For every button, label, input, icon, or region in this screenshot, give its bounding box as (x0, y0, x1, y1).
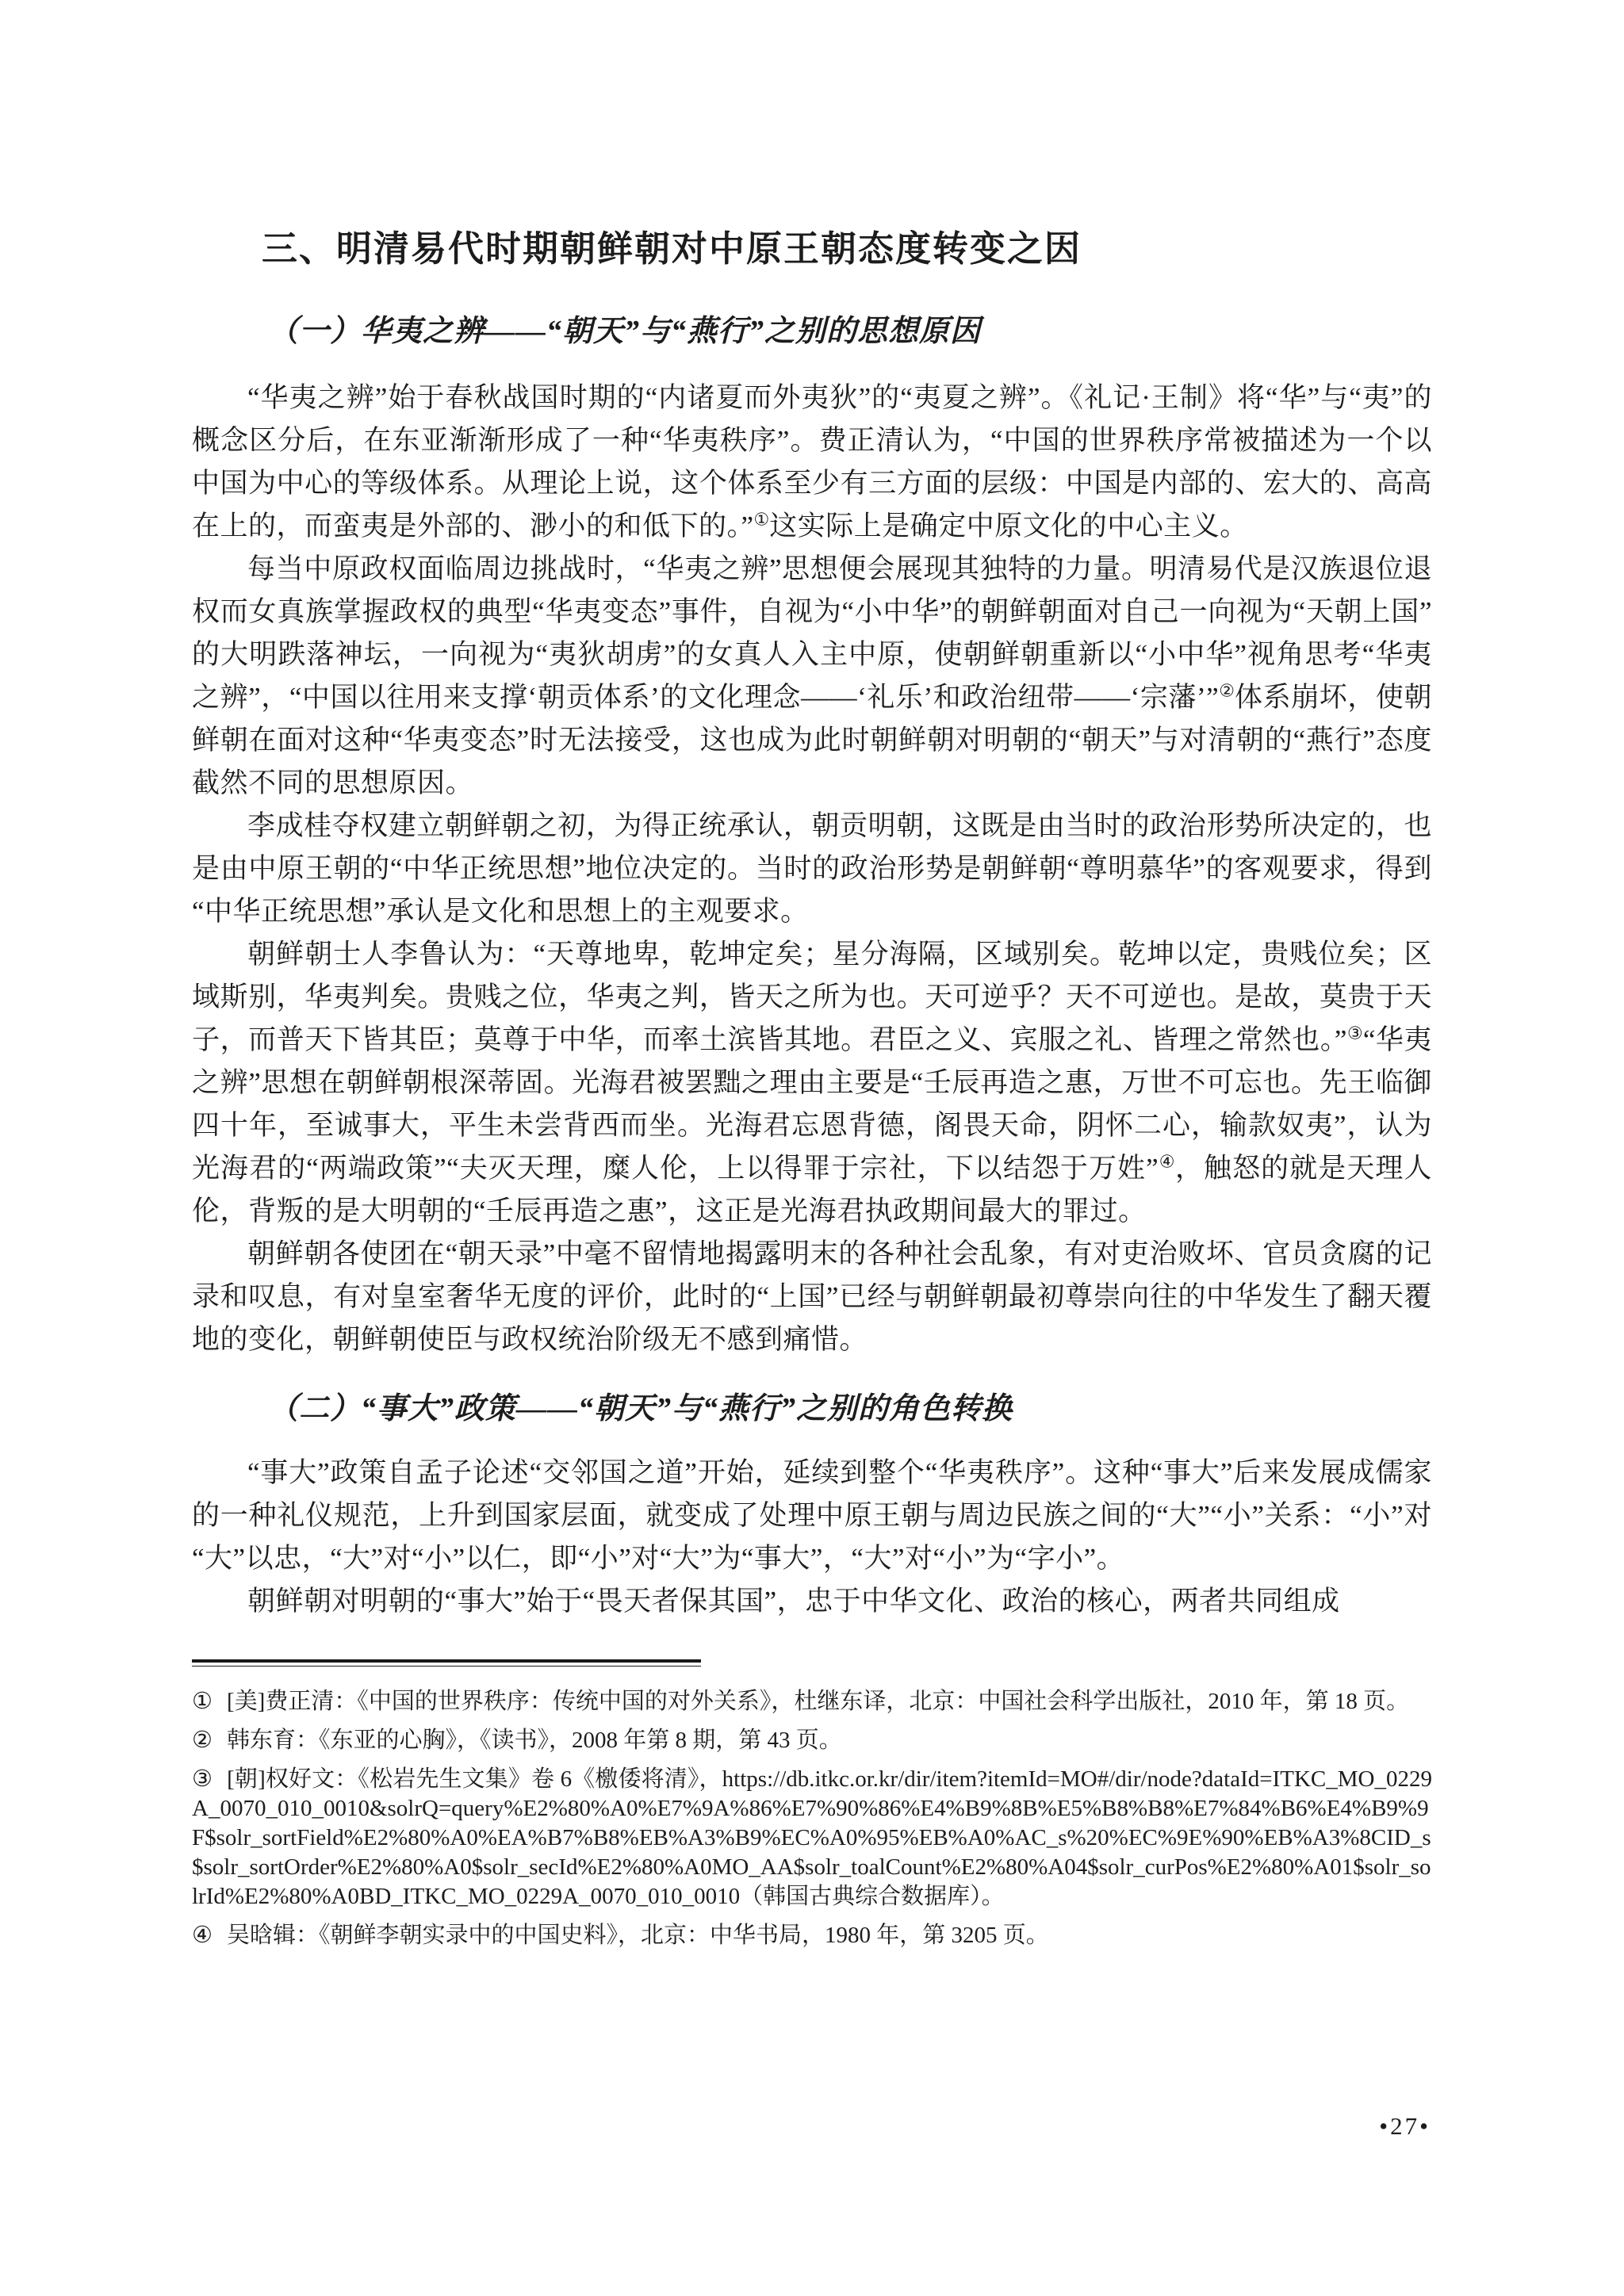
footnote-ref-1: ① (753, 509, 770, 530)
footnote-separator-rule (192, 1659, 701, 1667)
paragraph (192, 548, 1432, 805)
footnote-item (192, 1687, 1432, 1716)
paragraph-text: 每当中原政权面临周边挑战时，“华夷之辨”思想便会展现其独特的力量。明清易代是汉族退位退权而女真族掌握政权的典型“华夷变态”事件，自视为“小中华”的朝鲜朝面对自己一向视为“天朝上国”的大明跌落神坛，一向视为“夷狄胡虏”的女真人入主中原，使朝鲜朝重新以“小中华”视角思考“华夷之辨”，“中国以往用来支撑‘朝贡体系’的文化理念——‘礼乐’和政治纽带——‘宗藩’” (192, 553, 1432, 714)
paragraph (192, 1452, 1432, 1580)
footnote-ref-3: ③ (1346, 1023, 1363, 1043)
footnote-item (192, 1921, 1432, 1950)
section-heading: 三、明清易代时期朝鲜朝对中原王朝态度转变之因 (262, 228, 1082, 269)
paragraph-text: 李成桂夺权建立朝鲜朝之初，为得正统承认，朝贡明朝，这既是由当时的政治形势所决定的，也是由中原王朝的“中华正统思想”地位决定的。当时的政治形势是朝鲜朝“尊明慕华”的客观要求，得到“中华正统思想”承认是文化和思想上的主观要求。 (192, 810, 1432, 928)
paragraph (192, 1233, 1432, 1361)
footnote-ref-2: ② (1219, 680, 1235, 701)
footnote-marker: ③ (192, 1766, 213, 1792)
footnote-text: 韩东育：《东亚的心胸》，《读书》，2008 年第 8 期，第 43 页。 (227, 1727, 842, 1753)
footnote-text: [朝]权好文：《松岩先生文集》卷 6《檄倭将清》，https://db.itkc.or.kr/dir/item?itemId=MO#/dir/node?dataId=ITKC_MO_0229A_0070_010_0010&solrQ=query%E2%80%A0%E7%9A%86%E7%90%86%E4%B9%8B%E5%B8%B8%E7%84%B6%E4%B9%9F$solr_sortField%E2%80%A0%EA%B7%B8%EB%A3%B9%EC%A0%95%EB%A0%AC_s%20%EC%9E%90%EB%A3%8CID_s$solr_sortOrder%E2%80%A0$solr_secId%E2%80%A0MO_AA$solr_toalCount%E2%80%A04$solr_curPos%E2%80%A01$solr_solrId%E2%80%A0BD_ITKC_MO_0229A_0070_010_0010（韩国古典综合数据库）。 (192, 1766, 1432, 1909)
footnote-text: 吴晗辑：《朝鲜李朝实录中的中国史料》，北京：中华书局，1980 年，第 3205 页。 (227, 1922, 1049, 1948)
paragraph-text: 朝鲜朝各使团在“朝天录”中毫不留情地揭露明末的各种社会乱象，有对吏治败坏、官员贪腐的记录和叹息，有对皇室奢华无度的评价，此时的“上国”已经与朝鲜朝最初尊崇向往的中华发生了翻天覆地的变化，朝鲜朝使臣与政权统治阶级无不感到痛惜。 (192, 1238, 1432, 1356)
paragraph-text: ，触怒的就是天理人伦，背叛的是大明朝的“壬辰再造之惠”，这正是光海君执政期间最大的罪过。 (192, 1153, 1432, 1227)
paragraph-text: 体系崩坏，使朝鲜朝在面对这种“华夷变态”时无法接受，这也成为此时朝鲜朝对明朝的“朝天”与对清朝的“燕行”态度截然不同的思想原因。 (192, 682, 1432, 799)
footnote-marker: ② (192, 1727, 213, 1753)
subsection-heading-1: （一）华夷之辨——“朝天”与“燕行”之别的思想原因 (268, 314, 982, 348)
subsection-heading-2: （二）“事大”政策——“朝天”与“燕行”之别的角色转换 (268, 1392, 1013, 1426)
footnote-item (192, 1726, 1432, 1755)
page-number: •27• (1379, 2112, 1431, 2140)
paragraph-text: 朝鲜朝士人李鲁认为：“天尊地卑，乾坤定矣；星分海隔，区域别矣。乾坤以定，贵贱位矣；区域斯别，华夷判矣。贵贱之位，华夷之判，皆天之所为也。天可逆乎？天不可逆也。是故，莫贵于天子，而普天下皆其臣；莫尊于中华，而率土滨皆其地。君臣之义、宾服之礼、皆理之常然也。” (192, 939, 1432, 1056)
footnote-marker: ④ (192, 1922, 213, 1948)
footnote-ref-4: ④ (1159, 1151, 1175, 1172)
paragraph (192, 933, 1432, 1233)
footnotes-section (192, 1659, 1432, 1950)
footnote-marker: ① (192, 1688, 213, 1714)
paragraph-text: “事大”政策自孟子论述“交邻国之道”开始，延续到整个“华夷秩序”。这种“事大”后来发展成儒家的一种礼仪规范，上升到国家层面，就变成了处理中原王朝与周边民族之间的“大”“小”关系：“小”对“大”以忠，“大”对“小”以仁，即“小”对“大”为“事大”，“大”对“小”为“字小”。 (192, 1456, 1432, 1574)
footnote-item (192, 1765, 1432, 1911)
paragraph-text: 朝鲜朝对明朝的“事大”始于“畏天者保其国”，忠于中华文化、政治的核心，两者共同组成 (247, 1585, 1340, 1617)
footnote-text: [美]费正清：《中国的世界秩序：传统中国的对外关系》，杜继东译，北京：中国社会科学出版社，2010 年，第 18 页。 (227, 1688, 1410, 1714)
paragraph (192, 377, 1432, 548)
paragraph (192, 805, 1432, 933)
paragraph-text: 这实际上是确定中原文化的中心主义。 (769, 511, 1248, 542)
paragraph-text: “华夷之辨”始于春秋战国时期的“内诸夏而外夷狄”的“夷夏之辨”。《礼记·王制》将“华”与“夷”的概念区分后，在东亚渐渐形成了一种“华夷秩序”。费正清认为，“中国的世界秩序常被描述为一个以中国为中心的等级体系。从理论上说，这个体系至少有三方面的层级：中国是内部的、宏大的、高高在上的，而蛮夷是外部的、渺小的和低下的。” (192, 382, 1432, 542)
paragraph (192, 1580, 1432, 1623)
paragraph-text: “华夷之辨”思想在朝鲜朝根深蒂固。光海君被罢黜之理由主要是“壬辰再造之惠，万世不可忘也。先王临御四十年，至诚事大，平生未尝背西而坐。光海君忘恩背德，阁畏天命，阴怀二心，输款奴夷”，认为光海君的“两端政策”“夫灭天理，糜人伦，上以得罪于宗社，下以结怨于万姓” (192, 1024, 1432, 1184)
